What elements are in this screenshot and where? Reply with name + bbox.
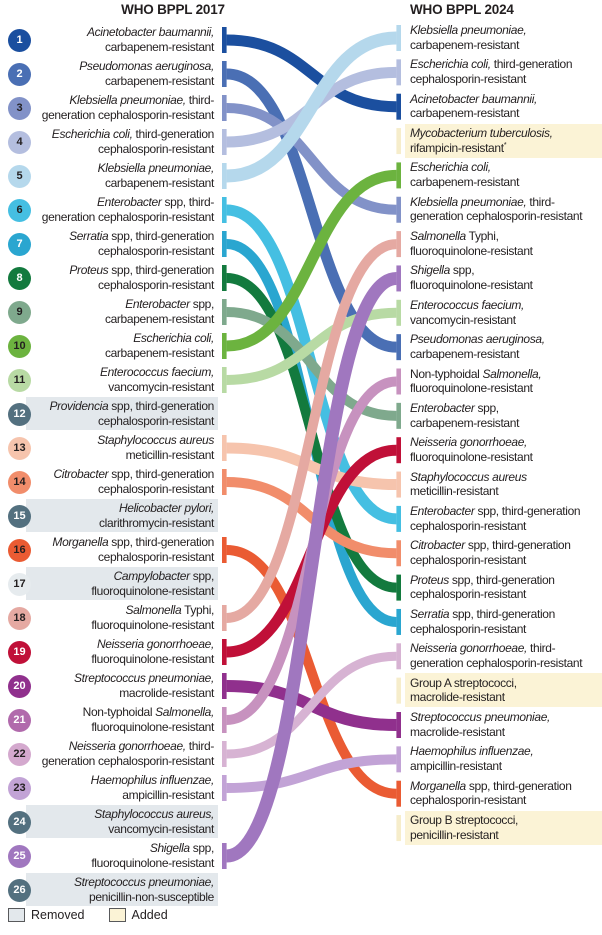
pathogen-label: Salmonella Typhi, fluoroquinolone-resistant (410, 229, 533, 258)
ribbon-endcap-left (222, 61, 227, 87)
left-item-row (0, 397, 218, 431)
ribbon-endcap-right (396, 437, 401, 463)
ribbon-endcap-right (396, 643, 401, 669)
left-item-row (0, 193, 218, 227)
ribbon-path (227, 278, 397, 856)
right-item-row (405, 261, 602, 296)
right-item-row (405, 227, 602, 262)
pathogen-label: Haemophilus influenzae, ampicillin-resistant (90, 773, 214, 802)
right-column-title: WHO BPPL 2024 (410, 2, 514, 17)
ribbon-endcap-left (222, 673, 227, 699)
pathogen-label: Morganella spp, third-generation cephalosporin-resistant (52, 535, 214, 564)
legend (8, 908, 192, 922)
ribbon-path (227, 175, 397, 346)
legend-added-label: Added (131, 908, 168, 922)
legend-removed-label: Removed (31, 908, 85, 922)
ribbon-endcap-right (396, 609, 401, 635)
ribbon-endcap-left (222, 741, 227, 767)
ribbon-endcap-left (222, 299, 227, 325)
right-item-row (405, 295, 602, 330)
pathogen-label: Haemophilus influenzae, ampicillin-resistant (410, 744, 534, 774)
ribbon-path (227, 74, 397, 347)
ribbon-endcap-right (396, 540, 401, 566)
rank-badge: 20 (8, 675, 31, 698)
ribbon-endcap-right (396, 506, 401, 532)
ribbon-endcap-left (222, 435, 227, 461)
pathogen-label: Enterococcus faecium, vancomycin-resistant (99, 365, 214, 394)
removed-swatch-icon (8, 908, 25, 922)
pathogen-label: Neisseria gonorrhoeae, fluoroquinolone-resistant (410, 435, 533, 464)
right-item-row (405, 570, 602, 605)
ribbon-endcap-left (222, 469, 227, 495)
right-item-row (405, 467, 602, 502)
left-item-row (0, 601, 218, 635)
ribbon-endcap-left (222, 843, 227, 869)
added-swatch-icon (109, 908, 126, 922)
ribbon-path (227, 244, 397, 618)
ribbon-endcap-left (222, 367, 227, 393)
ribbon-endcap-left (222, 707, 227, 733)
left-item-row (0, 533, 218, 567)
right-item-row (405, 811, 602, 846)
rank-badge: 8 (8, 267, 31, 290)
right-item-row (405, 536, 602, 571)
ribbon-path (227, 244, 397, 622)
left-item-row (0, 431, 218, 465)
ribbon-endcap-right (396, 25, 401, 51)
rank-badge: 13 (8, 437, 31, 460)
right-item-row (405, 708, 602, 743)
pathogen-label: Klebsiella pneumoniae, carbapenem-resistant (410, 23, 527, 52)
left-item-row (0, 57, 218, 91)
rank-badge: 11 (8, 369, 31, 392)
ribbon-endcap-right (396, 472, 401, 498)
rank-badge: 6 (8, 199, 31, 222)
ribbon-endcap-right (396, 300, 401, 326)
ribbon-path (227, 382, 397, 721)
ribbon-endcap-right (396, 712, 401, 738)
left-item-row (0, 703, 218, 737)
ribbon-path (227, 210, 397, 519)
ribbon-endcap-left (222, 129, 227, 155)
left-item-row (0, 91, 218, 125)
pathogen-label: Citrobacter spp, third-generation cephalosporin-resistant (410, 538, 571, 567)
right-item-row (405, 742, 602, 777)
pathogen-label: Enterococcus faecium, vancomycin-resistant (410, 297, 525, 327)
ribbon-endcap-left (222, 333, 227, 359)
pathogen-label: Non-typhoidal Salmonella, fluoroquinolone-resistant (410, 366, 542, 396)
pathogen-label: Escherichia coli, carbapenem-resistant (410, 160, 520, 190)
ribbon-endcap-right (396, 162, 401, 188)
ribbon-path (227, 482, 397, 553)
ribbon-endcap-right (396, 94, 401, 120)
right-item-row (405, 330, 602, 365)
ribbon-path (227, 72, 397, 142)
ribbon-endcap-left (222, 537, 227, 563)
pathogen-label: Enterobacter spp, carbapenem-resistant (104, 297, 214, 326)
left-item-row (0, 329, 218, 363)
ribbon-endcap-right (396, 575, 401, 601)
right-item-row (405, 639, 602, 674)
ribbon-endcap-left (222, 27, 227, 53)
rank-badge: 18 (8, 607, 31, 630)
left-item-row (0, 159, 218, 193)
added-endcap (396, 128, 401, 154)
left-item-row (0, 465, 218, 499)
ribbon-endcap-right (396, 781, 401, 807)
right-item-row (405, 89, 602, 124)
right-item-row (405, 55, 602, 90)
ribbon-path (227, 448, 397, 485)
rank-badge: 5 (8, 165, 31, 188)
right-item-row (405, 124, 602, 159)
left-item-row (0, 839, 218, 873)
left-item-row (0, 669, 218, 703)
left-item-row (0, 737, 218, 771)
right-item-row (405, 364, 602, 399)
right-item-row (405, 158, 602, 193)
left-item-row (0, 125, 218, 159)
pathogen-label: Streptococcus pneumoniae, macrolide-resistant (73, 671, 214, 700)
ribbon-endcap-right (396, 197, 401, 223)
added-endcap (396, 678, 401, 704)
ribbon-endcap-right (396, 746, 401, 772)
rank-badge: 15 (8, 505, 31, 528)
rank-badge: 3 (8, 97, 31, 120)
ribbon-path (227, 450, 397, 652)
ribbon-endcap-left (222, 775, 227, 801)
pathogen-label: Pseudomonas aeruginosa, carbapenem-resistant (79, 59, 214, 88)
pathogen-label: Proteus spp, third-generation cephalosporin-resistant (410, 572, 555, 602)
ribbon-endcap-left (222, 95, 227, 121)
left-item-row (0, 771, 218, 805)
pathogen-label: Escherichia coli, carbapenem-resistant (104, 331, 214, 360)
left-item-row (0, 499, 218, 533)
right-item-row (405, 433, 602, 468)
ribbon-path (227, 550, 397, 794)
pathogen-label: Acinetobacter baumannii, carbapenem-resistant (410, 91, 538, 121)
right-item-row (405, 501, 602, 536)
ribbon-endcap-left (222, 231, 227, 257)
pathogen-label: Staphylococcus aureus, vancomycin-resistant (94, 807, 214, 836)
pathogen-label: Neisseria gonorrhoeae, third- generation cephalosporin-resistant (410, 641, 583, 670)
rank-badge: 23 (8, 777, 31, 800)
rank-badge: 12 (8, 403, 31, 426)
ribbon-endcap-right (396, 265, 401, 291)
pathogen-label: Enterobacter spp, third-generation cephalosporin-resistant (410, 503, 581, 533)
left-item-row (0, 567, 218, 601)
rank-badge: 10 (8, 335, 31, 358)
pathogen-label: Enterobacter spp, third- generation cephalosporin-resistant (41, 195, 214, 224)
pathogen-label: Providencia spp, third-generation cephalosporin-resistant (49, 399, 214, 428)
ribbon-endcap-left (222, 639, 227, 665)
ribbon-endcap-left (222, 265, 227, 291)
right-item-row (405, 673, 602, 708)
rank-badge: 19 (8, 641, 31, 664)
left-item-row (0, 873, 218, 907)
rank-badge: 1 (8, 29, 31, 52)
pathogen-label: Serratia spp, third-generation cephalosporin-resistant (410, 606, 555, 636)
ribbon-path (227, 108, 397, 210)
right-item-row (405, 398, 602, 433)
rank-badge: 14 (8, 471, 31, 494)
pathogen-label: Non-typhoidal Salmonella, fluoroquinolone-resistant (82, 705, 214, 734)
pathogen-label: Neisseria gonorrhoeae, third- generation cephalosporin-resistant (41, 739, 214, 768)
pathogen-label: Shigella spp, fluoroquinolone-resistant (91, 841, 214, 870)
rank-badge: 16 (8, 539, 31, 562)
pathogen-label: Staphylococcus aureus meticillin-resistant (97, 433, 214, 462)
ribbon-path (227, 759, 397, 788)
rank-badge: 4 (8, 131, 31, 154)
pathogen-label: Citrobacter spp, third-generation cephalosporin-resistant (53, 467, 214, 496)
pathogen-label: Pseudomonas aeruginosa, carbapenem-resistant (410, 332, 545, 361)
ribbon-endcap-right (396, 231, 401, 257)
ribbon-endcap-right (396, 403, 401, 429)
pathogen-label: Campylobacter spp, fluoroquinolone-resistant (91, 569, 214, 598)
ribbon-path (227, 40, 397, 107)
left-item-row (0, 23, 218, 57)
ribbon-endcap-left (222, 197, 227, 223)
left-item-row (0, 227, 218, 261)
rank-badge: 25 (8, 845, 31, 868)
pathogen-label: Morganella spp, third-generation cephalosporin-resistant (410, 778, 572, 808)
pathogen-label: Klebsiella pneumoniae, third- generation cephalosporin-resistant (410, 194, 583, 224)
right-item-row (405, 192, 602, 227)
pathogen-label: Klebsiella pneumoniae, carbapenem-resistant (97, 161, 214, 190)
pathogen-label: Escherichia coli, third-generation cephalosporin-resistant (51, 127, 214, 156)
pathogen-label: Enterobacter spp, carbapenem-resistant (410, 400, 520, 430)
ribbon-endcap-right (396, 334, 401, 360)
rank-badge: 9 (8, 301, 31, 324)
pathogen-label: Staphylococcus aureus meticillin-resistant (410, 469, 527, 499)
rank-badge: 24 (8, 811, 31, 834)
left-item-row (0, 805, 218, 839)
rank-badge: 26 (8, 879, 31, 902)
ribbon-path (227, 313, 397, 380)
ribbon-endcap-right (396, 59, 401, 85)
pathogen-label: Acinetobacter baumannii, carbapenem-resistant (86, 25, 214, 54)
rank-badge: 22 (8, 743, 31, 766)
rank-badge: 2 (8, 63, 31, 86)
right-item-row (405, 21, 602, 56)
pathogen-label: Mycobacterium tuberculosis, rifampicin-resistant* (410, 126, 553, 155)
pathogen-label: Shigella spp, fluoroquinolone-resistant (410, 263, 533, 293)
left-item-row (0, 363, 218, 397)
ribbon-path (227, 312, 397, 416)
pathogen-label: Group B streptococci, penicillin-resistant (410, 813, 519, 842)
right-item-row (405, 776, 602, 811)
pathogen-label: Salmonella Typhi, fluoroquinolone-resistant (91, 603, 214, 632)
rank-badge: 21 (8, 709, 31, 732)
ribbon-path (227, 686, 397, 725)
left-column-title: WHO BPPL 2017 (121, 2, 225, 17)
right-item-row (405, 604, 602, 639)
pathogen-label: Proteus spp, third-generation cephalosporin-resistant (69, 263, 214, 292)
rank-badge: 17 (8, 573, 31, 596)
left-item-row (0, 295, 218, 329)
pathogen-label: Klebsiella pneumoniae, third- generation cephalosporin-resistant (41, 93, 214, 122)
left-item-row (0, 261, 218, 295)
ribbon-path (227, 38, 397, 176)
rank-badge: 7 (8, 233, 31, 256)
pathogen-label: Serratia spp, third-generation cephalosporin-resistant (69, 229, 214, 258)
pathogen-label: Streptococcus pneumoniae, penicillin-non-susceptible (73, 875, 214, 904)
left-item-row (0, 635, 218, 669)
pathogen-label: Escherichia coli, third-generation cephalosporin-resistant (410, 57, 573, 87)
pathogen-label: Helicobacter pylori, clarithromycin-resistant (99, 501, 214, 530)
ribbon-path (227, 278, 397, 588)
ribbon-endcap-right (396, 369, 401, 395)
ribbon-endcap-left (222, 163, 227, 189)
added-endcap (396, 815, 401, 841)
pathogen-label: Neisseria gonorrhoeae, fluoroquinolone-resistant (91, 637, 214, 666)
ribbon-path (227, 656, 397, 754)
ribbon-endcap-left (222, 605, 227, 631)
pathogen-label: Streptococcus pneumoniae, macrolide-resistant (410, 710, 551, 739)
pathogen-label: Group A streptococci, macrolide-resistant (410, 675, 517, 705)
